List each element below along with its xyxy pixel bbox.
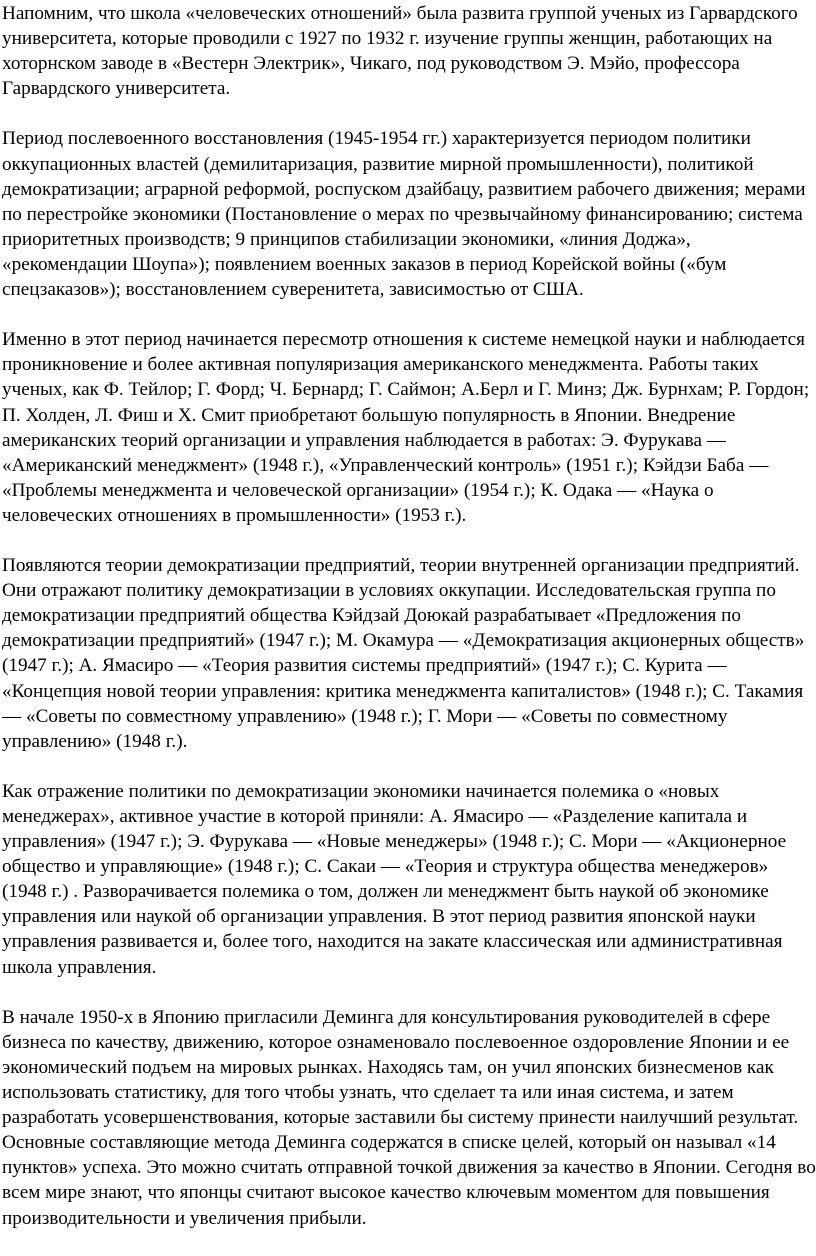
paragraph-deming: В начале 1950-х в Японию пригласили Деминга для консультирования руководителей в сфере бизнеса по качеству, движению, которое ознаменовало послевоенное оздоровление Японии и ее экономический подъем на мировых рынках. Находясь там, он учил японских бизнесменов как использовать статистику, для того чтобы узнать, что сделает та или иная система, и затем разработать усовершенствования, которые заставили бы систему принести наилучший результат. Основные составляющие метода Деминга содержатся в списке целей, который он называл «14 пунктов» успеха. Это можно считать отправной точкой движения за качество в Японии. Сегодня во всем мире знают, что японцы считают высокое качество ключевым моментом для повышения производительности и увеличения прибыли. <box>2 1006 816 1229</box>
paragraph-enterprise-democratization: Появляются теории демократизации предприятий, теории внутренней организации предприятий. Они отражают политику демократизации в условиях оккупации. Исследовательская группа по демократизации предприятий общества Кэйдзай Доюкай разрабатывает «Предложения по демократизации предприятий» (1947 г.); М. Окамура — «Демократизация акционерных обществ» (1947 г.); А. Ямасиро — «Теория развития системы предприятий» (1947 г.); С. Курита — «Концепция новой теории управления: критика менеджмента капиталистов» (1948 г.); С. Такамия — «Советы по совместному управлению» (1948 г.); Г. Мори — «Советы по совместному управлению» (1948 г.). <box>2 555 805 752</box>
paragraph-hawthorne: Напомним, что школа «человеческих отношений» была развита группой ученых из Гарвардского университета, которые проводили с 1927 по 1932 г. изучение группы женщин, работающих на хоторнском заводе в «Вестерн Электрик», Чикаго, под руководством Э. Мэйо, профессора Гарвардского университета. <box>2 3 798 100</box>
paragraph-new-managers: Как отражение политики по демократизации экономики начинается полемика о «новых менеджерах», активное участие в которой приняли: А. Ямасиро — «Разделение капитала и управления» (1947 г.); Э. Фурукава — «Новые менеджеры» (1948 г.); С. Мори — «Акционерное общество и управляющие» (1948 г.); С. Сакаи — «Теория и структура общества менеджеров» (1948 г.) . Разворачивается полемика о том, должен ли менеджмент быть наукой об экономике управления или наукой об организации управления. В этот период развития японской науки управления развивается и, более того, находится на закате классическая или административная школа управления. <box>2 780 787 978</box>
paragraph-american-management: Именно в этот период начинается пересмотр отношения к системе немецкой науки и наблюдается проникновение и более активная популяризация американского менеджмента. Работы таких ученых, как Ф. Тейлор; Г. Форд; Ч. Бернард; Г. Саймон; А.Берл и Г. Минз; Дж. Бурнхам; Р. Гордон; П. Холден, Л. Фиш и Х. Смит приобретают большую популярность в Японии. Внедрение американских теорий организации и управления наблюдается в работах: Э. Фурукава — «Американский менеджмент» (1948 г.), «Управленческий контроль» (1951 г.); Кэйдзи Баба — «Проблемы менеджмента и человеческой организации» (1954 г.); К. Одака — «Наука о человеческих отношениях в промышленности» (1953 г.). <box>2 329 810 526</box>
paragraph-postwar-recovery: Период послевоенного восстановления (1945-1954 гг.) характеризуется периодом политики оккупационных властей (демилитаризация, развитие мирной промышленности), политикой демократизации; аграрной реформой, роспуском дзайбацу, развитием рабочего движения; мерами по перестройке экономики (Постановление о мерах по чрезвычайному финансированию; система приоритетных производств; 9 принципов стабилизации экономики, «линия Доджа», «рекомендации Шоупа»); появлением военных заказов в период Корейской войны («бум спецзаказов»); восстановлением суверенитета, зависимостью от США. <box>2 128 806 301</box>
